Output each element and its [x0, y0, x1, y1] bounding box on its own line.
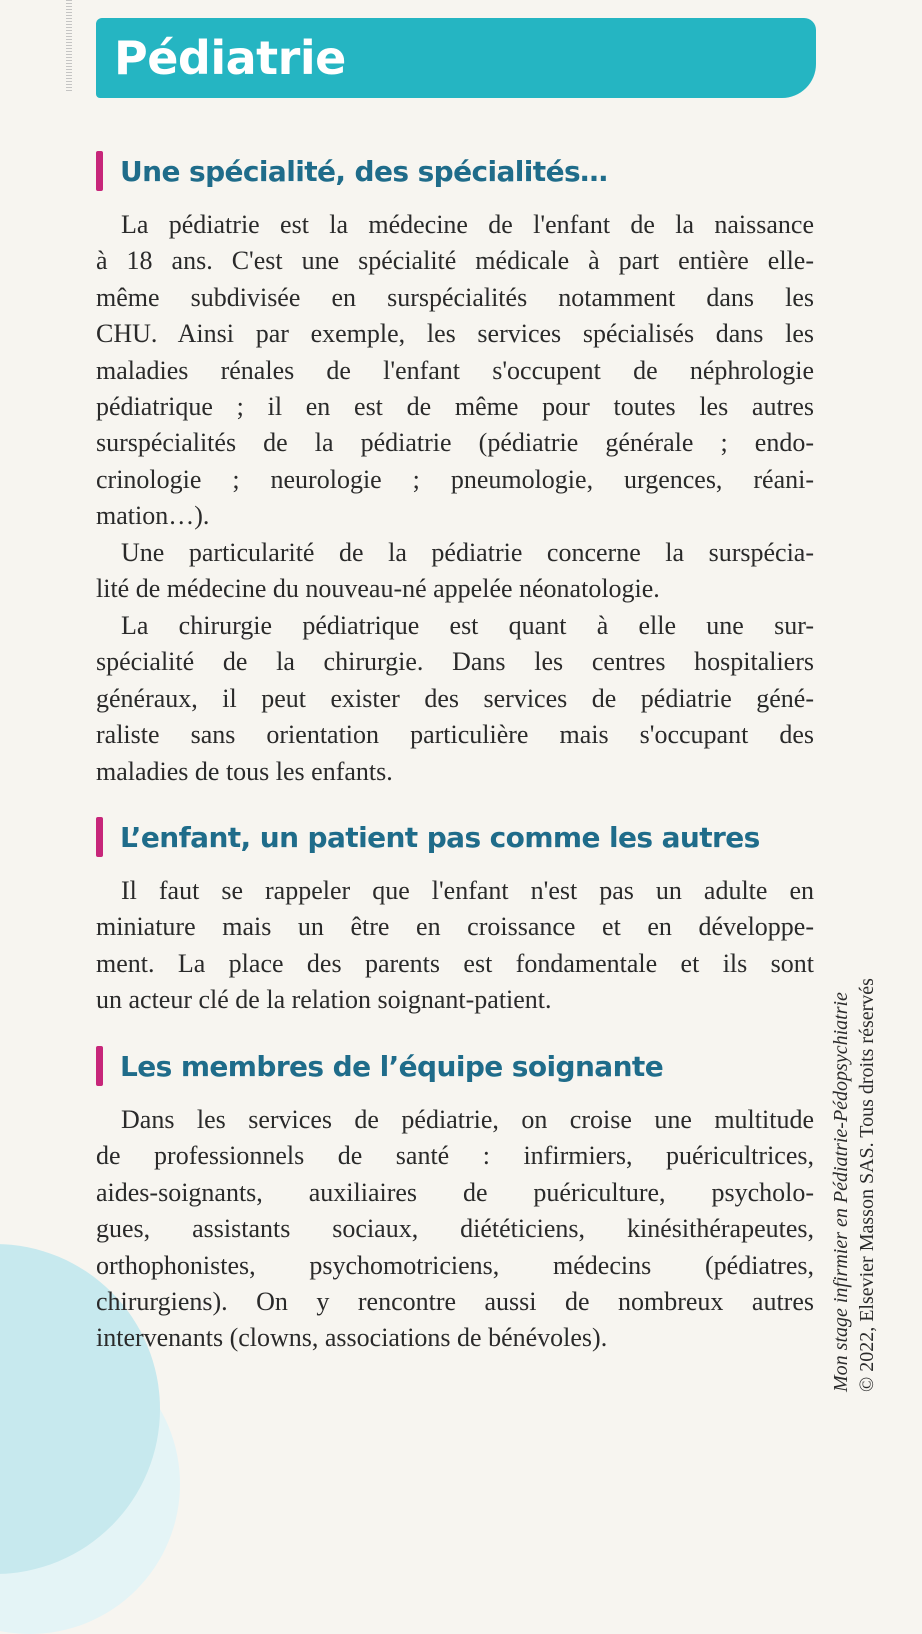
heading-marker — [96, 1046, 103, 1086]
section-heading-text: L’enfant, un patient pas comme les autres — [120, 820, 760, 854]
text-line: intervenants (clowns, associations de bénévoles). — [96, 1323, 608, 1353]
paragraph — [96, 608, 814, 790]
text-line: aides-soignants, auxiliaires de puériculture, psycholo- — [96, 1177, 814, 1207]
paragraph — [96, 207, 814, 535]
section-heading-patient — [96, 816, 760, 858]
text-line: un acteur clé de la relation soignant-patient. — [96, 985, 552, 1015]
text-line: maladies rénales de l'enfant s'occupent de néphrologie — [96, 355, 814, 385]
heading-marker — [96, 817, 103, 857]
text-line: La chirurgie pédiatrique est quant à elle une sur- — [121, 611, 814, 640]
text-line: de professionnels de santé : infirmiers, puéricultrices, — [96, 1141, 814, 1171]
section-heading-text: Les membres de l’équipe soignante — [120, 1049, 664, 1083]
heading-marker — [96, 151, 103, 191]
text-line: gues, assistants sociaux, diététiciens, kinésithérapeutes, — [96, 1214, 814, 1244]
text-line: ment. La place des parents est fondamentale et ils sont — [96, 948, 814, 978]
text-line: à 18 ans. C'est une spécialité médicale à part entière elle- — [96, 246, 814, 276]
section-heading-equipe — [96, 1045, 663, 1087]
text-line: chirurgiens). On y rencontre aussi de nombreux autres — [96, 1287, 814, 1317]
text-line: La pédiatrie est la médecine de l'enfant de la naissance — [121, 210, 814, 239]
text-line: orthophonistes, psychomotriciens, médecins (pédiatres, — [96, 1250, 814, 1280]
text-line: Il faut se rappeler que l'enfant n'est pas un adulte en — [121, 876, 814, 905]
text-line: Dans les services de pédiatrie, on croise une multitude — [121, 1105, 814, 1134]
text-line: spécialité de la chirurgie. Dans les centres hospitaliers — [96, 647, 814, 677]
side-copyright-note — [828, 872, 880, 1392]
paragraph — [96, 1102, 814, 1357]
text-line: Une particularité de la pédiatrie concerne la surspécia- — [121, 538, 814, 567]
text-line: raliste sans orientation particulière mais s'occupant des — [96, 720, 814, 750]
paragraph — [96, 873, 814, 1019]
text-line: pédiatrique ; il en est de même pour toutes les autres — [96, 392, 814, 422]
copyright-text: © 2022, Elsevier Masson SAS. Tous droits réservés — [856, 978, 878, 1392]
page-title: Pédiatrie — [114, 31, 346, 85]
book-title: Mon stage infirmier en Pédiatrie-Pédopsychiatrie — [830, 992, 852, 1392]
text-line: crinologie ; neurologie ; pneumologie, urgences, réani- — [96, 464, 814, 494]
text-line: lité de médecine du nouveau-né appelée néonatologie. — [96, 574, 660, 604]
text-line: CHU. Ainsi par exemple, les services spécialisés dans les — [96, 319, 814, 349]
text-line: même subdivisée en surspécialités notamment dans les — [96, 282, 814, 312]
paragraph — [96, 535, 814, 608]
text-line: maladies de tous les enfants. — [96, 756, 393, 786]
text-line: généraux, il peut exister des services de pédiatrie géné- — [96, 683, 814, 713]
text-line: mation…). — [96, 501, 210, 531]
text-line: surspécialités de la pédiatrie (pédiatrie générale ; endo- — [96, 428, 814, 458]
section-heading-specialites — [96, 150, 607, 192]
section-heading-text: Une spécialité, des spécialités… — [120, 154, 608, 188]
page-edge-marks — [66, 0, 72, 92]
text-line: miniature mais un être en croissance et en développe- — [96, 912, 814, 942]
